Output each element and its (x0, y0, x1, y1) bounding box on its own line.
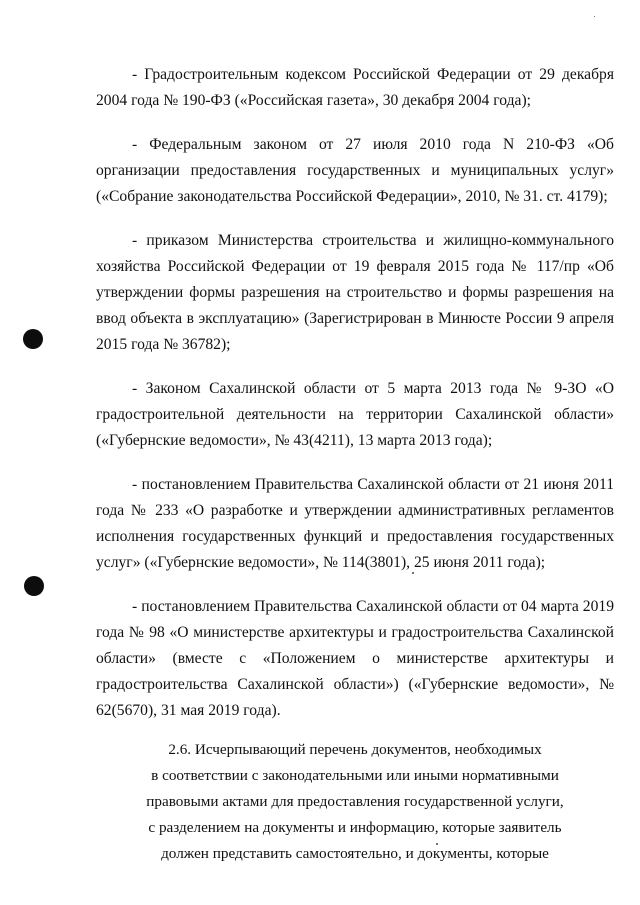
section-heading-line: правовыми актами для предоставления государственной услуги, (146, 793, 564, 810)
section-heading-line: с разделением на документы и информацию, которые заявитель (148, 819, 562, 836)
legal-act-item: - постановлением Правительства Сахалинской области от 21 июня 2011 года № 233 «О разработке и утверждении административных регламентов исполнения государственных функций и предоставления государственных услуг» («Губернские ведомости», № 114(3801), 25 июня 2011 года); (96, 476, 614, 571)
legal-act-item: - постановлением Правительства Сахалинской области от 04 марта 2019 года № 98 «О министерстве архитектуры и градостроительства Сахалинской области» (вместе с «Положением о министерстве архитектуры и градостроительства Сахалинской области») («Губернские ведомости», № 62(5670), 31 мая 2019 года). (96, 598, 614, 719)
section-heading-line: должен представить самостоятельно, и документы, которые (161, 845, 549, 862)
section-heading (96, 737, 614, 867)
legal-act-item: - приказом Министерства строительства и жилищно-коммунального хозяйства Российской Федерации от 19 февраля 2015 года № 117/пр «Об утверждении формы разрешения на строительство и формы разрешения на ввод объекта в эксплуатацию» (Зарегистрирован в Минюсте России 9 апреля 2015 года № 36782); (96, 232, 614, 353)
legal-act-item: - Градостроительным кодексом Российской Федерации от 29 декабря 2004 года № 190-ФЗ («Российская газета», 30 декабря 2004 года); (96, 66, 614, 109)
scan-speck (594, 16, 595, 17)
legal-act-item: - Федеральным законом от 27 июля 2010 года N 210-ФЗ «Об организации предоставления государственных и муниципальных услуг» («Собрание законодательства Российской Федерации», 2010, № 31. ст. 4179); (96, 136, 614, 205)
punch-hole-mark (24, 576, 44, 596)
legal-basis-list (96, 62, 614, 742)
section-heading-line: 2.6. Исчерпывающий перечень документов, необходимых (168, 741, 542, 758)
legal-act-item: - Законом Сахалинской области от 5 марта 2013 года № 9-ЗО «О градостроительной деятельности на территории Сахалинской области» («Губернские ведомости», № 43(4211), 13 марта 2013 года); (96, 380, 614, 449)
section-heading-line: в соответствии с законодательными или иными нормативными (151, 767, 559, 784)
punch-hole-mark (23, 329, 43, 349)
